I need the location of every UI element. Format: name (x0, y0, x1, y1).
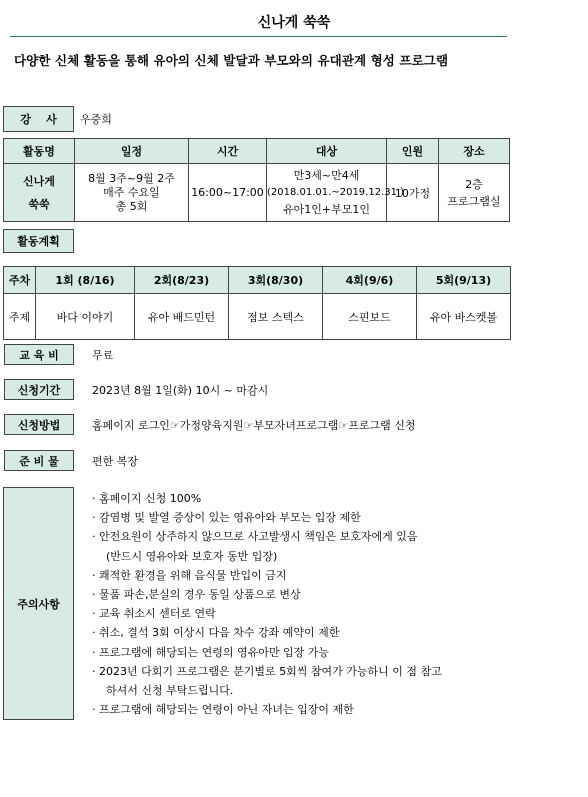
fee-value: 무료 (92, 348, 114, 362)
schedule-line: 총 5회 (115, 199, 148, 213)
session-week: 1회 (8/16) (36, 267, 135, 294)
cell-target (267, 164, 405, 222)
supplies-value: 편한 복장 (92, 454, 139, 468)
cell-schedule (75, 164, 189, 222)
cell-place (439, 164, 510, 222)
note-item: 하셔서 신청 부탁드립니다. (106, 684, 234, 698)
cell-activity (4, 164, 75, 222)
session-topic: 바다 이야기 (36, 294, 135, 340)
apply-period-label: 신청기간 (4, 379, 74, 400)
cell-capacity: 10가정 (387, 164, 439, 222)
session-topic: 유아 바스켓볼 (417, 294, 511, 340)
header-place: 장소 (439, 139, 510, 164)
note-item: · 감염병 및 발열 증상이 있는 영유아와 부모는 입장 제한 (92, 511, 361, 525)
note-item: · 물품 파손,분실의 경우 동일 상품으로 변상 (92, 588, 301, 602)
apply-method-value: 홈페이지 로그인☞가정양육지원☞부모자녀프로그램☞프로그램 신청 (92, 418, 416, 432)
instructor-name: 우중희 (80, 113, 112, 126)
page-title: 신나게 쑥쑥 (257, 15, 331, 31)
session-week: 4회(9/6) (323, 267, 417, 294)
target-line: 만3세~만4세 (293, 169, 360, 182)
schedule-line: 8월 3주~9월 2주 (88, 171, 175, 185)
session-week: 3회(8/30) (229, 267, 323, 294)
place-line: 프로그램실 (447, 194, 501, 208)
page-subtitle: 다양한 신체 활동을 통해 유아의 신체 발달과 부모와의 유대관계 형성 프로그램 (14, 53, 449, 68)
cell-time: 16:00~17:00 (189, 164, 267, 222)
session-topic: 점보 스텍스 (229, 294, 323, 340)
note-item: · 프로그램에 해당되는 연령의 영유아만 입장 가능 (92, 645, 329, 659)
activity-line: 쑥쑥 (28, 197, 50, 211)
apply-method-label: 신청방법 (4, 414, 74, 435)
week-label: 주차 (4, 267, 36, 294)
fee-label: 교 육 비 (4, 344, 74, 365)
schedule-line: 매주 수요일 (103, 185, 160, 199)
place-line: 2층 (465, 177, 483, 191)
note-item: · 안전요원이 상주하지 않으므로 사고발생시 책임은 보호자에게 있음 (92, 530, 418, 544)
note-item: · 프로그램에 해당되는 연령이 아닌 자녀는 입장이 제한 (92, 703, 354, 717)
instructor-label: 강 사 (3, 106, 74, 132)
header-time: 시간 (189, 139, 267, 164)
note-item: · 교육 취소시 센터로 연락 (92, 607, 216, 621)
session-topic: 유아 배드민턴 (135, 294, 229, 340)
plan-label: 활동계획 (3, 229, 74, 253)
header-capacity: 인원 (387, 139, 439, 164)
session-topic: 스핀보드 (323, 294, 417, 340)
note-item: · 취소, 결석 3회 이상시 다음 차수 강좌 예약이 제한 (92, 626, 340, 640)
note-item: · 2023년 다회기 프로그램은 분기별로 5회씩 참여가 가능하니 이 점 참고 (92, 664, 442, 678)
program-info-table (3, 138, 510, 222)
target-line: (2018.01.01.~2019.12.31.) (267, 187, 405, 198)
notes-label: 주의사항 (3, 487, 74, 720)
notes-list (92, 489, 532, 719)
supplies-label: 준 비 물 (4, 450, 74, 471)
apply-period-value: 2023년 8월 1일(화) 10시 ~ 마감시 (92, 383, 269, 397)
header-activity: 활동명 (4, 139, 75, 164)
note-item: (반드시 영유아와 보호자 동반 입장) (106, 549, 278, 563)
activity-line: 신나게 (23, 174, 55, 188)
note-item: · 쾌적한 환경을 위해 음식물 반입이 금지 (92, 568, 287, 582)
note-item: · 홈페이지 신청 100% (92, 492, 202, 505)
header-target: 대상 (267, 139, 387, 164)
activity-plan-table (3, 266, 511, 340)
session-week: 2회(8/23) (135, 267, 229, 294)
title-divider (10, 36, 507, 37)
session-week: 5회(9/13) (417, 267, 511, 294)
target-line: 유아1인+부모1인 (283, 203, 370, 216)
topic-label: 주제 (4, 294, 36, 340)
header-schedule: 일정 (75, 139, 189, 164)
